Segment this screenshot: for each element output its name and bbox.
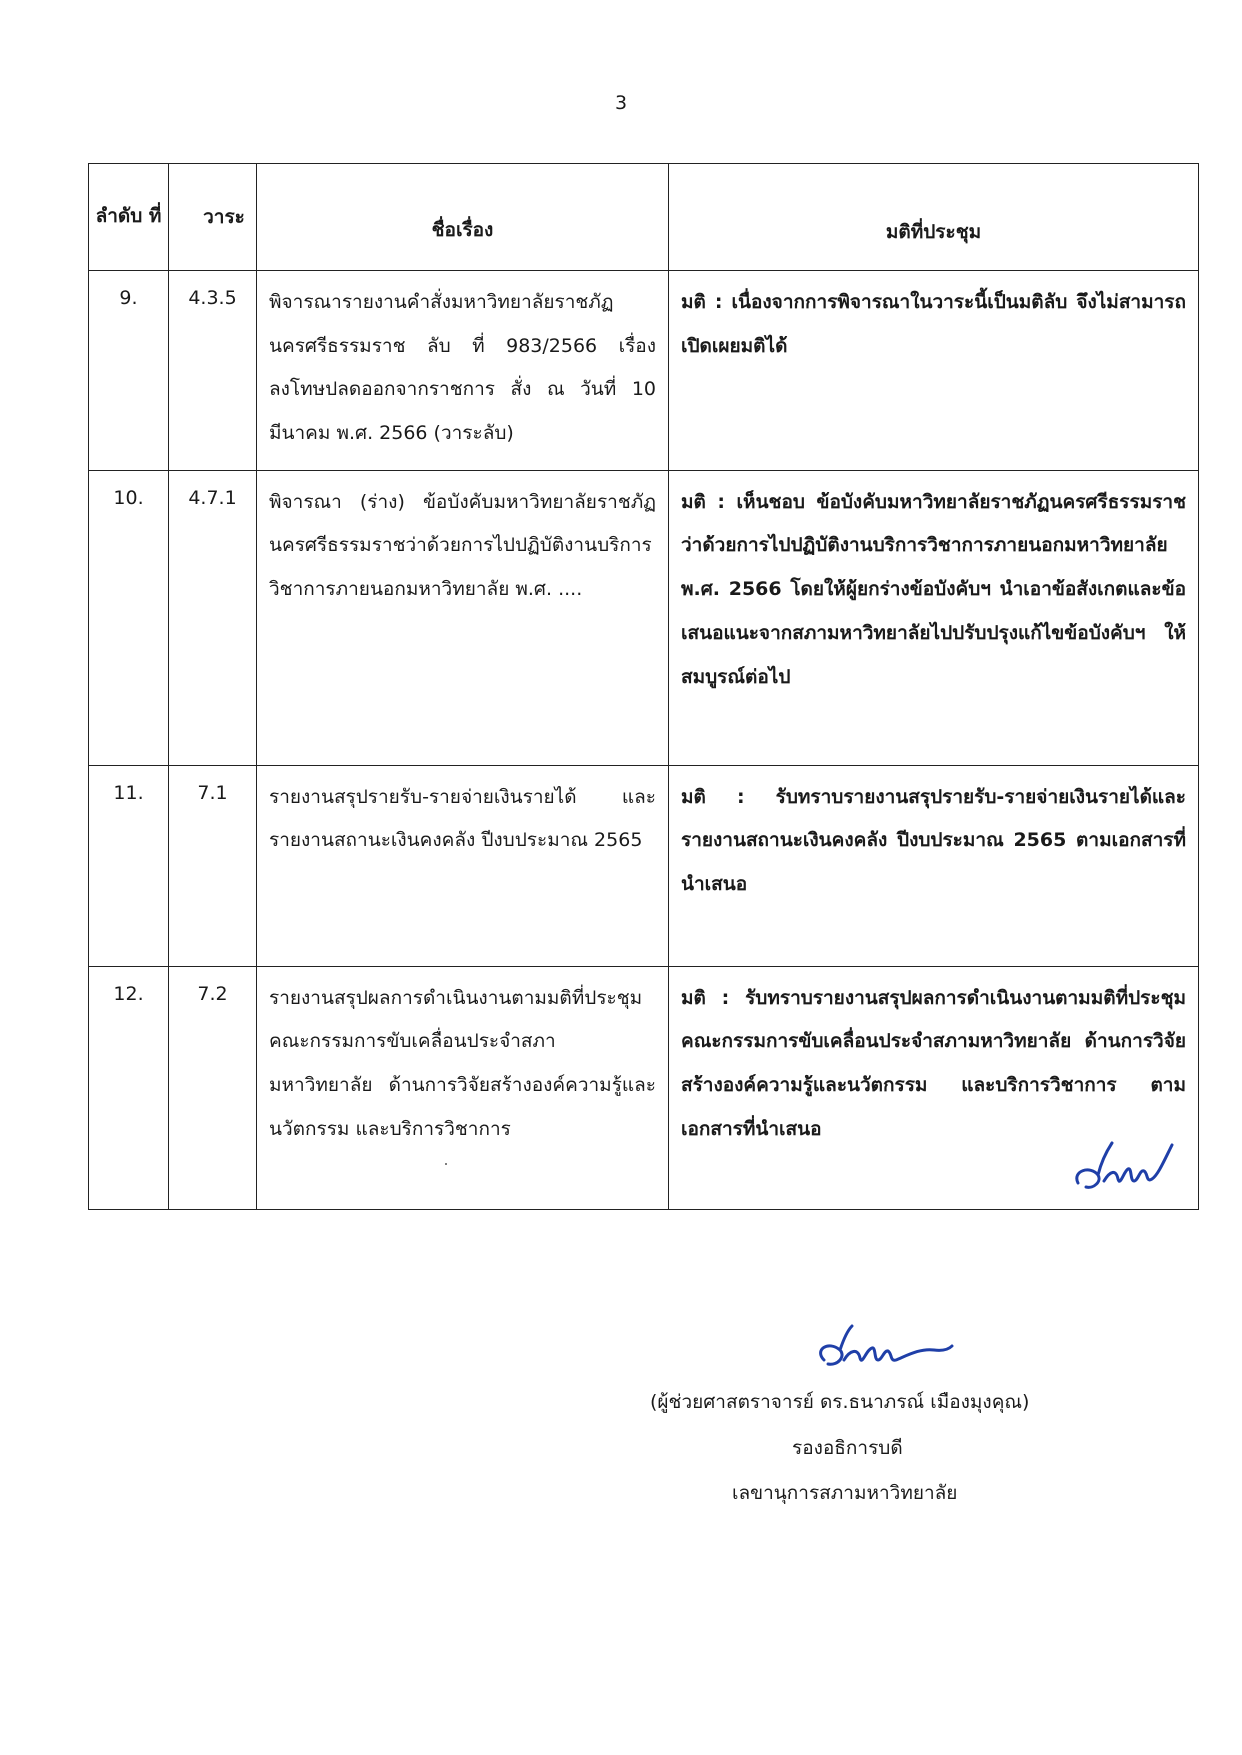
signature-block bbox=[640, 1320, 1160, 1517]
header-topic: ชื่อเรื่อง bbox=[257, 164, 669, 271]
page-number: 3 bbox=[614, 92, 628, 114]
row-resolution: มติ : รับทราบรายงานสรุปผลการดำเนินงานตามมติที่ประชุมคณะกรรมการขับเคลื่อนประจำสภามหาวิทยาลัย ด้านการวิจัยสร้างองค์ความรู้และนวัตกรรม และบริการวิชาการ ตามเอกสารที่นำเสนอ bbox=[681, 986, 1186, 1140]
signatory-position-2: เลขานุการสภามหาวิทยาลัย bbox=[732, 1482, 958, 1505]
table-row bbox=[89, 966, 1199, 1209]
row-resolution: มติ : เนื่องจากการพิจารณาในวาระนี้เป็นมติลับ จึงไม่สามารถเปิดเผยมติได้ bbox=[669, 271, 1199, 471]
signatory-position-1: รองอธิการบดี bbox=[792, 1436, 903, 1459]
row-agenda: 4.7.1 bbox=[169, 470, 257, 765]
row-agenda: 7.2 bbox=[169, 966, 257, 1209]
row-number: 11. bbox=[89, 765, 169, 966]
row-resolution-cell bbox=[669, 966, 1199, 1209]
header-no: ลำดับ ที่ bbox=[89, 164, 169, 271]
row-topic-cell bbox=[257, 966, 669, 1209]
row-number: 10. bbox=[89, 470, 169, 765]
table-row bbox=[89, 470, 1199, 765]
initial-signature-mark bbox=[1068, 1131, 1178, 1201]
signatory-name: (ผู้ช่วยศาสตราจารย์ ดร.ธนาภรณ์ เมืองมุงคุณ) bbox=[650, 1391, 1030, 1413]
row-resolution: มติ : รับทราบรายงานสรุปรายรับ-รายจ่ายเงินรายได้และรายงานสถานะเงินคงคลัง ปีงบประมาณ 2565 ตามเอกสารที่นำเสนอ bbox=[669, 765, 1199, 966]
stray-dot bbox=[445, 1163, 447, 1165]
row-resolution: มติ : เห็นชอบ ข้อบังคับมหาวิทยาลัยราชภัฏนครศรีธรรมราชว่าด้วยการไปปฏิบัติงานบริการวิชาการภายนอกมหาวิทยาลัย พ.ศ. 2566 โดยให้ผู้ยกร่างข้อบังคับฯ นำเอาข้อสังเกตและข้อเสนอแนะจากสภามหาวิทยาลัยไปปรับปรุงแก้ไขข้อบังคับฯ ให้สมบูรณ์ต่อไป bbox=[669, 470, 1199, 765]
row-topic: รายงานสรุปรายรับ-รายจ่ายเงินรายได้ และรายงานสถานะเงินคงคลัง ปีงบประมาณ 2565 bbox=[257, 765, 669, 966]
resolutions-table bbox=[88, 163, 1199, 1210]
table-row bbox=[89, 765, 1199, 966]
row-number: 12. bbox=[89, 966, 169, 1209]
table-header-row bbox=[89, 164, 1199, 271]
table-row bbox=[89, 271, 1199, 471]
row-agenda: 7.1 bbox=[169, 765, 257, 966]
header-resolution: มติที่ประชุม bbox=[669, 164, 1199, 271]
header-agenda: วาระ bbox=[169, 164, 257, 271]
row-agenda: 4.3.5 bbox=[169, 271, 257, 471]
row-topic: พิจารณารายงานคำสั่งมหาวิทยาลัยราชภัฏนครศรีธรรมราช ลับ ที่ 983/2566 เรื่อง ลงโทษปลดออกจากราชการ สั่ง ณ วันที่ 10 มีนาคม พ.ศ. 2566 (วาระลับ) bbox=[257, 271, 669, 471]
row-topic: พิจารณา (ร่าง) ข้อบังคับมหาวิทยาลัยราชภัฏนครศรีธรรมราชว่าด้วยการไปปฏิบัติงานบริการวิชาการภายนอกมหาวิทยาลัย พ.ศ. .... bbox=[257, 470, 669, 765]
row-number: 9. bbox=[89, 271, 169, 471]
row-topic: รายงานสรุปผลการดำเนินงานตามมติที่ประชุมคณะกรรมการขับเคลื่อนประจำสภามหาวิทยาลัย ด้านการวิจัยสร้างองค์ความรู้และนวัตกรรม และบริการวิชาการ bbox=[269, 986, 656, 1140]
signature-image bbox=[810, 1320, 960, 1380]
